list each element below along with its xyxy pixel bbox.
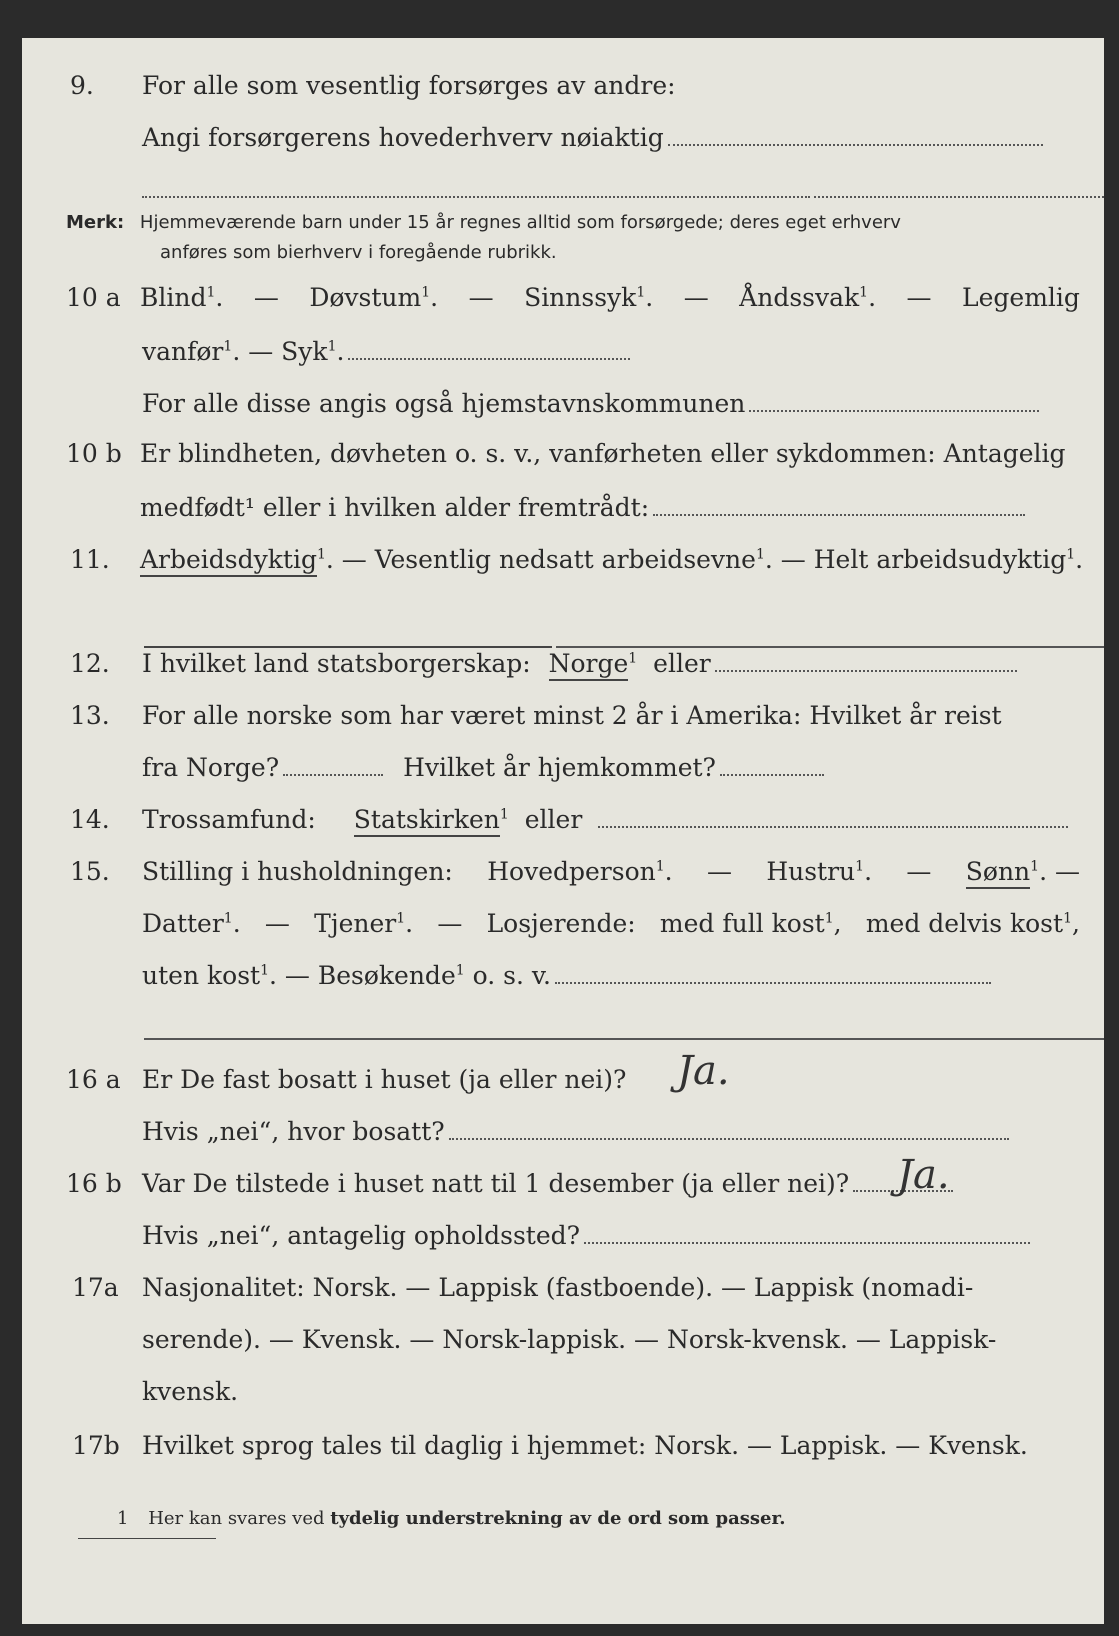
q12-norge: Norge: [549, 649, 629, 681]
q11-arbeidsdyktig: Arbeidsdyktig: [140, 545, 317, 577]
q15-sonn: Sønn: [966, 857, 1030, 889]
q12-eller: eller: [653, 649, 711, 678]
q13-reist: fra Norge?: [142, 753, 280, 782]
merk-note: [66, 208, 1080, 238]
merk-line2: anføres som bierhverv i foregående rubrikk.: [160, 242, 557, 263]
q13-text: For alle norske som har været minst 2 år i Amerika: Hvilket år reist: [142, 701, 1002, 730]
q16a-hvis-nei: Hvis „nei“, hvor bosatt?: [142, 1117, 445, 1146]
q14-text: Trossamfund:: [142, 805, 316, 834]
q9-answer-line-3[interactable]: [814, 196, 1104, 198]
q11-nedsatt: Vesentlig nedsatt arbeidsevne: [374, 545, 756, 574]
q10a-dovstum: Døvstum: [309, 283, 422, 312]
q13-reist-line[interactable]: [283, 754, 383, 776]
q17a-text3: kvensk.: [142, 1377, 239, 1406]
q10b-text: Er blindheten, døvheten o. s. v., vanførheten eller sykdommen: Antagelig: [140, 439, 1066, 468]
q9-prompt: Angi forsørgerens hovederhverv nøiaktig: [142, 123, 664, 152]
q14-statskirken: Statskirken: [354, 805, 500, 837]
q13-hjemkommet-line[interactable]: [720, 754, 824, 776]
q15-losjerende: Losjerende:: [486, 909, 636, 938]
q10a-legemlig: Legemlig: [962, 283, 1080, 312]
q12-text: I hvilket land statsborgerskap:: [142, 649, 531, 678]
footnote: [117, 1508, 786, 1530]
q16a-handwritten-answer: Ja.: [677, 1048, 730, 1094]
q17a-number: 17a: [72, 1273, 119, 1302]
q10a-vanfor: vanfør: [142, 337, 224, 366]
q10a-sinnssyk: Sinnssyk: [524, 283, 637, 312]
q13-hjemkommet: Hvilket år hjemkommet?: [403, 753, 716, 782]
merk-line1: Hjemmeværende barn under 15 år regnes alltid som forsørgede; deres eget erhverv: [139, 212, 901, 233]
q13-number: 13.: [70, 701, 110, 730]
q17b-number: 17b: [72, 1431, 120, 1460]
q10a-hjemstavn-line[interactable]: [749, 390, 1039, 412]
q15-tjener: Tjener: [314, 909, 397, 938]
footnote-text: Her kan svares ved: [148, 1508, 325, 1529]
q10a-number: 10 a: [66, 283, 121, 312]
q15-stilling: Stilling i husholdningen:: [142, 857, 453, 886]
q15-uten-kost: uten kost: [142, 961, 261, 990]
q10b-number: 10 b: [66, 439, 122, 468]
q17b-text: Hvilket sprog tales til daglig i hjemmet: Norsk. — Lappisk. — Kvensk.: [142, 1431, 1028, 1460]
q14-answer-line[interactable]: [598, 806, 1068, 828]
q17a-text2: serende). — Kvensk. — Norsk-lappisk. — Norsk-kvensk. — Lappisk-: [142, 1325, 997, 1354]
q9-answer-line-2[interactable]: [142, 196, 810, 198]
q12-number: 12.: [70, 649, 110, 678]
footnote-mark: 1: [117, 1508, 129, 1529]
q15-answer-line[interactable]: [555, 962, 991, 984]
q16a-text: Er De fast bosatt i huset (ja eller nei)?: [142, 1065, 627, 1094]
q10b-prompt: medfødt¹ eller i hvilken alder fremtrådt:: [140, 493, 650, 522]
q11-udyktig: Helt arbeidsudyktig: [813, 545, 1067, 574]
q17a-text1: Nasjonalitet: Norsk. — Lappisk (fastboende). — Lappisk (nomadi-: [142, 1273, 974, 1302]
q15-answer-line-2[interactable]: [144, 1038, 1104, 1040]
footnote-rule: [78, 1538, 216, 1539]
q15-datter: Datter: [142, 909, 224, 938]
q15-hovedperson: Hovedperson: [487, 857, 656, 886]
q10b-answer-line[interactable]: [653, 494, 1025, 516]
q10a-blind: Blind: [140, 283, 207, 312]
q15-number: 15.: [70, 857, 110, 886]
q16b-opholdssted-line[interactable]: [584, 1222, 1030, 1244]
q9-text: For alle som vesentlig forsørges av andre:: [142, 71, 676, 100]
q15-delvis-kost: med delvis kost: [865, 909, 1064, 938]
q10a-syk: Syk: [281, 337, 328, 366]
q11-number: 11.: [70, 545, 110, 574]
q15-osv: o. s. v.: [472, 961, 551, 990]
q16b-hvis-nei: Hvis „nei“, antagelig opholdssted?: [142, 1221, 581, 1250]
q15-besokende: Besøkende: [317, 961, 456, 990]
q14-number: 14.: [70, 805, 110, 834]
q10a-answer-line[interactable]: [348, 338, 630, 360]
q10a-hjemstavn: For alle disse angis også hjemstavnskommunen: [142, 389, 746, 418]
q16b-text: Var De tilstede i huset natt til 1 desember (ja eller nei)?: [142, 1169, 850, 1198]
q12-answer-line[interactable]: [715, 650, 1017, 672]
census-form-page: 9. For alle som vesentlig forsørges av andre: Angi forsørgerens hovederhverv nøiaktig Merk: Hjemmeværende barn under 15 år regnes alltid som forsørgede; deres eget erhverv anføres som bierhverv i foregående rubrikk. 10 a Blind$^1$. — Døvstum$^1$. — Sinnssyk$^1$. — Åndssvak$^1$. — Legemlig vanfør$^1$. — Syk$^1$. For alle disse angis også hjemstavnskommunen 10 b Er blindheten, døvheten o. s. v., vanførheten eller sykdommen: Antagelig medfødt¹ eller i hvilken alder fremtrådt: 11. Arbeidsdyktig$^1$. — Vesentlig nedsatt arbeidsevne$^1$. — Helt arbeidsudyktig$^1$. 12. I hvilket land statsborgerskap: Norge$^1$ eller 13. For alle norske som har været minst 2 år i Amerika: Hvilket år reist fra Norge? Hvilket år hjemkommet? 14. Trossamfund: Statskirken$^1$ eller 15. Stilling i husholdningen: Hovedperson$^1$. — Hustru$^1$. — Sønn$^1$. — Datter$^1$. — Tjener$^1$. — Losjerende: med full kost$^1$, med delvis kost$^1$, uten kost$^1$. — Besøkende$^1$ o. s. v. 16 a Er De fast bosatt i huset (ja eller nei)? Ja. Hvis „nei“, hvor bosatt? 16 b Var De tilstede i huset natt til 1 desember (ja eller nei)? Ja. Hvis „nei“, antagelig opholdssted? 17a Nasjonalitet: Norsk. — Lappisk (fastboende). — Lappisk (nomadi- serende). — Kvensk. — Norsk-lappisk. — Norsk-kvensk. — Lappisk- kvensk. 17b Hvilket sprog tales til daglig i hjemmet: Norsk. — Lappisk. — Kvensk. 1 Her kan svares ved tydelig understrekning av de ord som passer.: [22, 38, 1104, 1624]
q16a-number: 16 a: [66, 1065, 121, 1094]
q15-full-kost: med full kost: [659, 909, 825, 938]
q16b-number: 16 b: [66, 1169, 122, 1198]
merk-label: Merk:: [66, 212, 125, 233]
q14-eller: eller: [524, 805, 583, 834]
footnote-bold: tydelig understrekning av de ord som passer.: [330, 1508, 786, 1529]
q9-answer-line[interactable]: [668, 124, 1043, 146]
q10a-andssvak: Åndssvak: [739, 283, 860, 312]
q15-hustru: Hustru: [766, 857, 856, 886]
q16a-answer-line[interactable]: [449, 1118, 1009, 1140]
q9-number: 9.: [70, 71, 94, 100]
q16b-handwritten-answer: Ja.: [897, 1152, 950, 1198]
